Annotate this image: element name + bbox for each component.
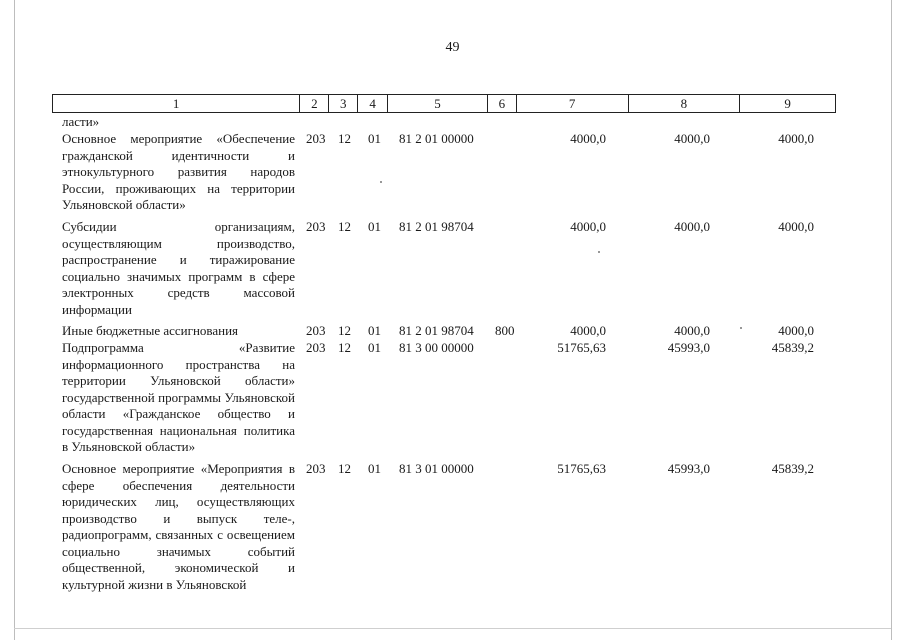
row-description: Субсидии организациям, осуществляющим производство, распространение и тиражирование социально значимых программ в сфере электронных средств массовой информации — [62, 219, 295, 317]
row-description: Основное мероприятие «Обеспечение гражданской идентичности и этнокультурного развития народов России, проживающих на территории Ульяновской области» — [62, 131, 295, 212]
scan-frame-right — [891, 0, 892, 640]
row-code-col4: 01 — [368, 323, 381, 338]
row-code-col3: 12 — [338, 340, 351, 355]
scan-speck — [380, 181, 382, 183]
row-code-col4: 01 — [368, 219, 381, 234]
row-continuation-text: ласти» — [62, 114, 100, 129]
table-header — [52, 94, 836, 113]
header-col-4: 4 — [358, 95, 388, 112]
header-col-9: 9 — [784, 96, 791, 111]
row-amount-col7: 51765,63 — [557, 461, 606, 476]
row-code-col5: 81 2 01 98704 — [399, 323, 474, 338]
row-code-col2: 203 — [306, 340, 326, 355]
row-amount-col8: 45993,0 — [667, 340, 710, 355]
header-col-1: 1 — [53, 95, 300, 112]
row-amount-col9: 4000,0 — [778, 219, 814, 234]
row-code-col3: 12 — [338, 131, 351, 146]
row-code-col4: 01 — [368, 340, 381, 355]
row-amount-col8: 4000,0 — [674, 323, 710, 338]
row-code-col5: 81 3 00 00000 — [399, 340, 474, 355]
row-amount-col9: 4000,0 — [778, 131, 814, 146]
row-description: Иные бюджетные ассигнования — [62, 323, 239, 338]
scan-speck — [598, 251, 600, 253]
header-col-3: 3 — [329, 95, 358, 112]
row-code-col6: 800 — [495, 323, 515, 338]
scan-speck — [740, 327, 742, 329]
row-code-col2: 203 — [306, 219, 326, 234]
row-amount-col9: 45839,2 — [771, 340, 814, 355]
row-amount-col8: 45993,0 — [667, 461, 710, 476]
header-col-7: 7 — [517, 95, 629, 112]
row-description: Основное мероприятие «Мероприятия в сфере обеспечения деятельности юридических лиц, осуществляющих производство и выпуск теле-, радиопрограмм, связанных с освещением социально значимых событий общественной, экономической и культурной жизни в Ульяновской — [62, 461, 295, 592]
scan-frame-left — [14, 0, 15, 640]
row-amount-col9: 45839,2 — [771, 461, 814, 476]
header-col-8: 8 — [629, 95, 741, 112]
row-code-col2: 203 — [306, 461, 326, 476]
row-code-col5: 81 2 01 98704 — [399, 219, 474, 234]
row-code-col4: 01 — [368, 131, 381, 146]
header-col-5: 5 — [388, 95, 488, 112]
row-code-col3: 12 — [338, 219, 351, 234]
header-col-6: 6 — [488, 95, 517, 112]
row-amount-col9: 4000,0 — [778, 323, 814, 338]
row-description: Подпрограмма «Развитие информационного пространства на территории Ульяновской области» государственной программы Ульяновской области «Гражданское общество и государственная национальная политика в Ульяновской области» — [62, 340, 295, 454]
scan-frame-bottom — [14, 628, 891, 629]
row-code-col5: 81 2 01 00000 — [399, 131, 474, 146]
row-code-col2: 203 — [306, 323, 326, 338]
row-amount-col8: 4000,0 — [674, 219, 710, 234]
row-code-col5: 81 3 01 00000 — [399, 461, 474, 476]
row-amount-col7: 51765,63 — [557, 340, 606, 355]
row-amount-col7: 4000,0 — [570, 219, 606, 234]
page-number: 49 — [445, 40, 460, 55]
header-col-2: 2 — [300, 95, 329, 112]
row-code-col2: 203 — [306, 131, 326, 146]
row-code-col3: 12 — [338, 323, 351, 338]
row-code-col4: 01 — [368, 461, 381, 476]
row-amount-col7: 4000,0 — [570, 131, 606, 146]
row-amount-col8: 4000,0 — [674, 131, 710, 146]
row-code-col3: 12 — [338, 461, 351, 476]
row-amount-col7: 4000,0 — [570, 323, 606, 338]
